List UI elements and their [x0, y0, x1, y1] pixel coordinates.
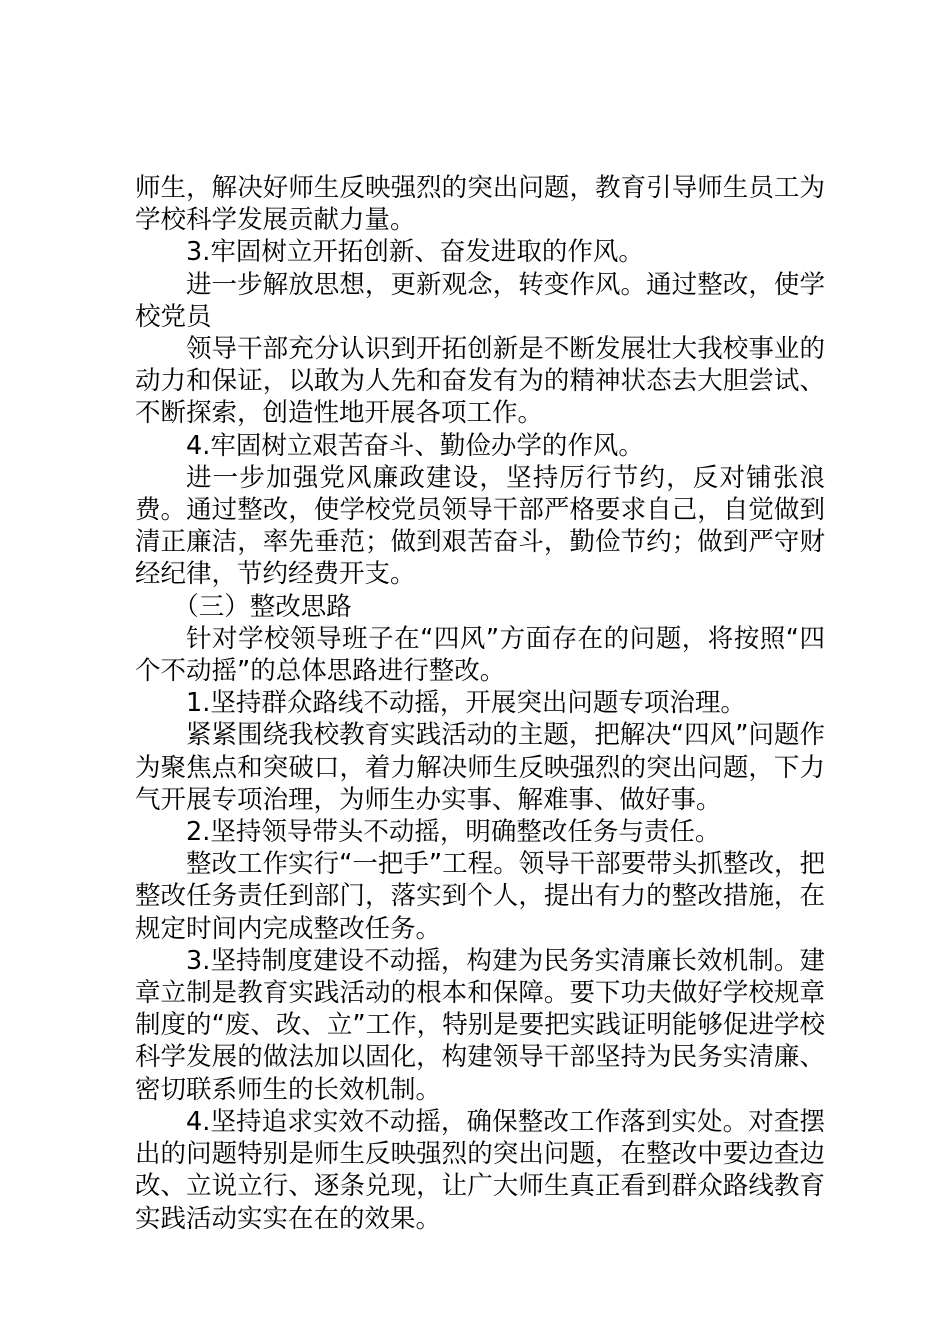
paragraph: 针对学校领导班子在“四风”方面存在的问题，将按照“四个不动摇”的总体思路进行整改。: [135, 623, 825, 687]
paragraph: 领导干部充分认识到开拓创新是不断发展壮大我校事业的动力和保证，以敢为人先和奋发有为的精神状态去大胆尝试、不断探索，创造性地开展各项工作。: [135, 334, 825, 429]
item-heading-1: 1.坚持群众路线不动摇，开展突出问题专项治理。: [186, 688, 746, 719]
paragraph: 紧紧围绕我校教育实践活动的主题，把解决“四风”问题作为聚焦点和突破口，着力解决师生反映强烈的突出问题，下力气开展专项治理，为师生办实事、解难事、做好事。: [135, 720, 825, 815]
paragraph-continuation: 师生，解决好师生反映强烈的突出问题，教育引导师生员工为学校科学发展贡献力量。: [135, 173, 825, 236]
section-heading: （三）整改思路: [173, 591, 352, 622]
item-heading-4: 4.牢固树立艰苦奋斗、勤俭办学的作风。: [186, 430, 644, 461]
item-heading-2: 2.坚持领导带头不动摇，明确整改任务与责任。: [186, 817, 721, 848]
paragraph: 进一步解放思想，更新观念，转变作风。通过整改，使学校党员: [135, 269, 825, 332]
document-body: [135, 172, 825, 1235]
item-heading-3: 3.牢固树立开拓创新、奋发进取的作风。: [186, 237, 644, 268]
item-paragraph-3: 3.坚持制度建设不动摇，构建为民务实清廉长效机制。建章立制是教育实践活动的根本和保障。要下功夫做好学校规章制度的“废、改、立”工作，特别是要把实践证明能够促进学校科学发展的做法加以固化，构建领导干部坚持为民务实清廉、密切联系师生的长效机制。: [135, 945, 825, 1105]
paragraph: 进一步加强党风廉政建设，坚持厉行节约，反对铺张浪费。通过整改，使学校党员领导干部严格要求自己，自觉做到清正廉洁，率先垂范；做到艰苦奋斗，勤俭节约；做到严守财经纪律，节约经费开支。: [135, 462, 825, 590]
paragraph: 整改工作实行“一把手”工程。领导干部要带头抓整改，把整改任务责任到部门，落实到个人，提出有力的整改措施，在规定时间内完成整改任务。: [135, 849, 825, 944]
item-paragraph-4: 4.坚持追求实效不动摇，确保整改工作落到实处。对查摆出的问题特别是师生反映强烈的突出问题，在整改中要边查边改、立说立行、逐条兑现，让广大师生真正看到群众路线教育实践活动实实在在的效果。: [135, 1106, 825, 1234]
